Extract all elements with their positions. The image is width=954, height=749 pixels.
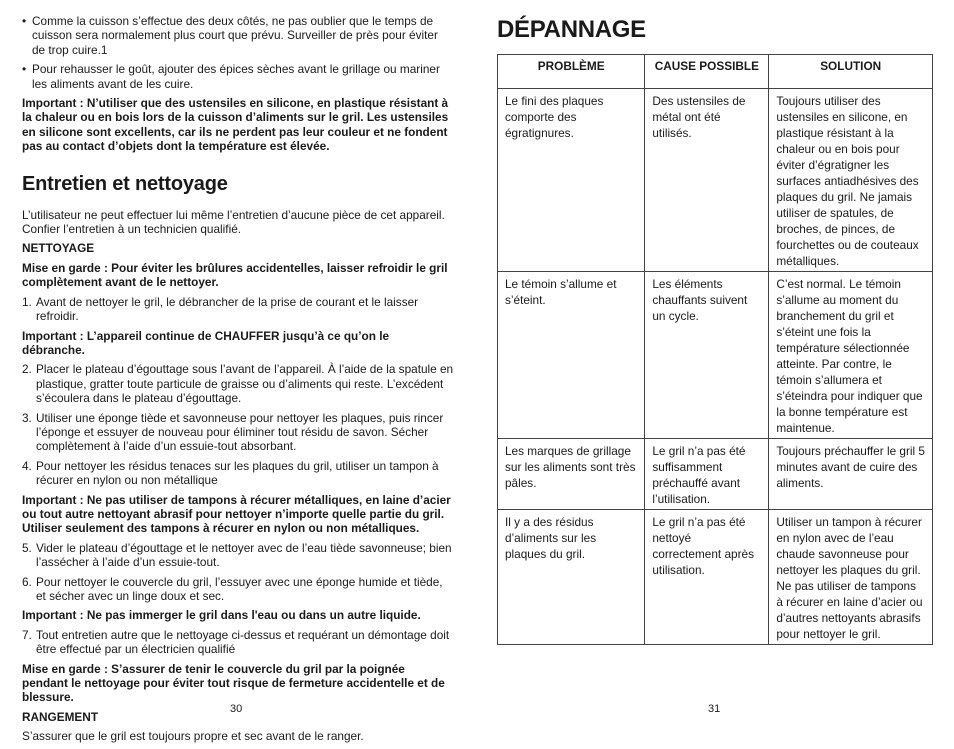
troubleshooting-table — [497, 54, 933, 645]
page-number-right: 31 — [708, 703, 721, 715]
important-note-silicone: Important : N’utiliser que des ustensiles en silicone, en plastique résistant à la chaleur ou en bois lors de la cuisson d’aliments sur le gril. Les ustensiles en silicone sont excellents, car ils ne perdent pas leur couleur et ne fondent pas au contact d’objets dont la température est élevée. — [22, 96, 449, 154]
solution-cell: Toujours utiliser des ustensiles en silicone, en plastique résistant à la chaleur ou en bois pour éviter d’égratigner les surfaces antiadhésives des plaques du gril. Ne jamais utiliser de spatules, de broches, de pinces, de fourchettes ou de couteaux métalliques. — [769, 89, 933, 272]
step-text: Pour nettoyer le couvercle du gril, l’essuyer avec une éponge humide et tiède, et sécher avec un linge doux et sec. — [36, 574, 443, 603]
solution-cell: C’est normal. Le témoin s’allume au moment du branchement du gril et s’éteint une fois la température sélectionnée atteinte. Par contre, le témoin s’allumera et s’éteindra pour indiquer que la bonne température est maintenue. — [769, 272, 933, 439]
warning-lid: Mise en garde : S’assurer de tenir le couvercle du gril par la poignée pendant le nettoyage pour éviter tout risque de fermeture accidentelle et de blessure. — [22, 661, 445, 705]
step-item — [22, 362, 454, 405]
problem-cell: Le fini des plaques comporte des égratignures. — [498, 89, 645, 272]
important-note-immerse: Important : Ne pas immerger le gril dans l'eau ou dans un autre liquide. — [22, 608, 421, 623]
step-number: 4. — [22, 458, 32, 473]
table-header-row — [498, 55, 933, 89]
column-header-problem: PROBLÈME — [498, 55, 645, 89]
left-page — [22, 14, 454, 749]
cause-cell: Des ustensiles de métal ont été utilisés. — [645, 89, 769, 272]
step-text: Pour nettoyer les résidus tenaces sur les plaques du gril, utiliser un tampon à récurer en nylon ou non métallique — [36, 458, 439, 488]
step-text: Utiliser une éponge tiède et savonneuse pour nettoyer les plaques, puis rincer l’éponge et essuyer de nouveau pour éliminer tout résidu de savon. Sécher complètement à l’aide d’un essuie-tout absorbant. — [36, 410, 444, 454]
step-number: 2. — [22, 362, 32, 377]
step-text: Vider le plateau d’égouttage et le nettoyer avec de l’eau tiède savonneuse; bien l’assécher à l’aide d’un essuie-tout. — [36, 540, 452, 570]
step-item — [22, 628, 454, 657]
step-number: 6. — [22, 574, 32, 589]
problem-cell: Le témoin s’allume et s’éteint. — [498, 272, 645, 439]
cleaning-heading: NETTOYAGE — [22, 241, 95, 256]
problem-cell: Il y a des résidus d’aliments sur les plaques du gril. — [498, 510, 645, 645]
step-number: 3. — [22, 410, 32, 425]
step-item — [22, 295, 454, 324]
step-item — [22, 459, 454, 488]
step-number: 5. — [22, 540, 32, 555]
warning-burns: Mise en garde : Pour éviter les brûlures accidentelles, laisser refroidir le gril complètement avant de le nettoyer. — [22, 260, 448, 290]
table-row — [498, 439, 933, 510]
step-number: 1. — [22, 294, 32, 309]
step-text: Tout entretien autre que le nettoyage ci-dessus et requérant un démontage doit être effectué par un électricien qualifié — [36, 627, 450, 657]
maintenance-intro: L’utilisateur ne peut effectuer lui même l’entretien d’aucune pièce de cet appareil. Confier l’entretien à un technicien qualifié. — [22, 207, 445, 237]
cause-cell: Le gril n’a pas été suffisamment préchauffé avant l’utilisation. — [645, 439, 769, 510]
step-number: 7. — [22, 627, 32, 642]
page-number-left: 30 — [230, 703, 243, 715]
table-row — [498, 510, 933, 645]
right-page — [497, 14, 933, 645]
cause-cell: Les éléments chauffants suivent un cycle. — [645, 272, 769, 439]
table-row — [498, 89, 933, 272]
important-note-unplug: Important : L’appareil continue de CHAUFFER jusqu’à ce qu’on le débranche. — [22, 328, 390, 357]
solution-cell: Utiliser un tampon à récurer en nylon avec de l’eau chaude savonneuse pour nettoyer les plaques du gril. Ne pas utiliser de tampons à récurer en laine d’acier ou d’autres nettoyants abrasifs pour nettoyer le gril. — [769, 510, 933, 645]
column-header-cause: CAUSE POSSIBLE — [645, 55, 769, 89]
solution-cell: Toujours préchauffer le gril 5 minutes avant de cuire des aliments. — [769, 439, 933, 510]
storage-text: S’assurer que le gril est toujours propre et sec avant de le ranger. — [22, 729, 364, 744]
important-note-pads: Important : Ne pas utiliser de tampons à récurer métalliques, en laine d’acier ou tout autre nettoyant abrasif pour nettoyer n’importe quelle partie du gril. Utiliser seulement des tampons à récurer en nylon ou non métalliques. — [22, 492, 451, 536]
table-row — [498, 272, 933, 439]
problem-cell: Les marques de grillage sur les aliments sont très pâles. — [498, 439, 645, 510]
step-item — [22, 411, 454, 454]
storage-heading: RANGEMENT — [22, 709, 99, 724]
step-text: Avant de nettoyer le gril, le débrancher de la prise de courant et le laisser refroidir. — [36, 294, 419, 324]
step-item — [22, 541, 454, 570]
tip-bullet: • Comme la cuisson s’effectue des deux côtés, ne pas oublier que le temps de cuisson sera normalement plus court que prévu. Surveiller de près pour éviter de trop cuire.1 — [22, 14, 454, 57]
step-text: Placer le plateau d’égouttage sous l’avant de l’appareil. À l’aide de la spatule en plastique, gratter toute particule de graisse ou d’aliments qui reste. L’excédent s’écoulera dans le plateau d’égouttage. — [36, 362, 454, 406]
cause-cell: Le gril n’a pas été nettoyé correctement après utilisation. — [645, 510, 769, 645]
column-header-solution: SOLUTION — [769, 55, 933, 89]
step-item — [22, 575, 454, 604]
page-title: DÉPANNAGE — [497, 16, 646, 43]
tip-bullet: • Pour rehausser le goût, ajouter des épices sèches avant le grillage ou mariner les aliments avant de les cuire. — [22, 62, 454, 91]
section-title: Entretien et nettoyage — [22, 172, 228, 195]
